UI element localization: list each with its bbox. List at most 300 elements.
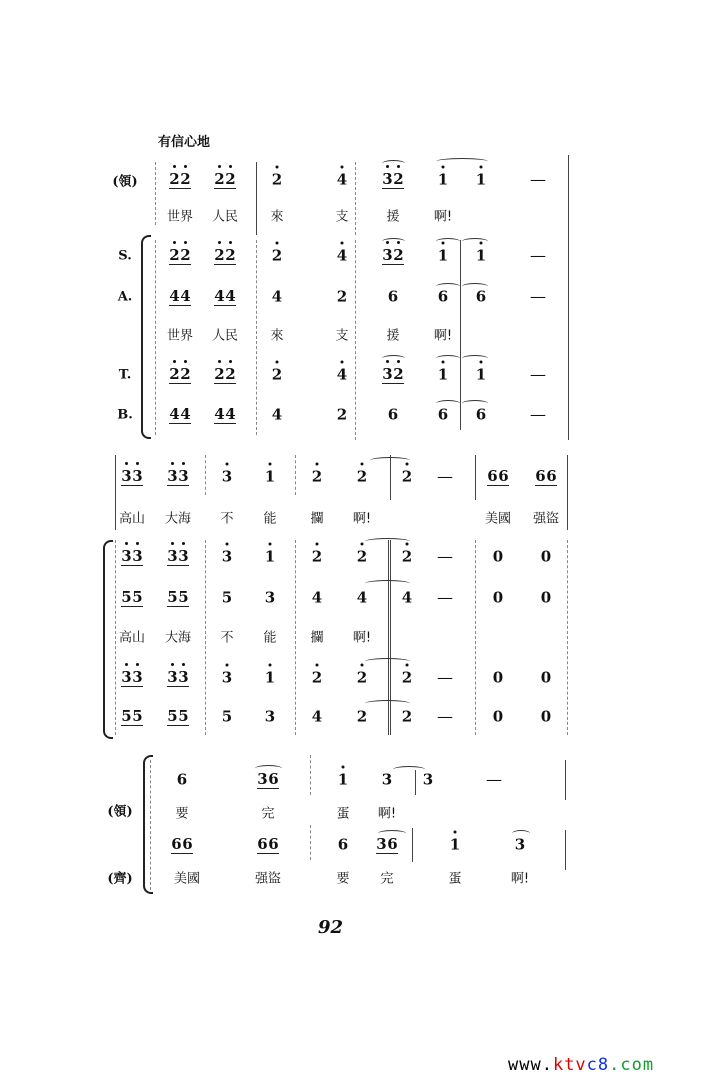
tempo-marking: 有信心地 xyxy=(158,135,211,150)
slur-tie xyxy=(462,355,488,362)
note-group xyxy=(222,709,233,726)
note-group xyxy=(402,670,413,687)
barline xyxy=(460,240,461,430)
note-digit: 3 xyxy=(382,365,393,383)
note-digit: 0 xyxy=(540,588,552,607)
barline xyxy=(475,540,476,735)
lyric: 大海 xyxy=(164,630,192,646)
note-digit: 2 xyxy=(169,365,180,383)
note-group xyxy=(357,590,368,607)
lyric: 能 xyxy=(263,630,277,646)
note-digit: 2 xyxy=(393,246,404,264)
note-group xyxy=(272,248,283,265)
note-group xyxy=(121,669,143,687)
note-group xyxy=(169,288,191,306)
note-group xyxy=(541,670,552,687)
slur-tie xyxy=(365,658,410,665)
note-digit: 6 xyxy=(268,835,279,853)
lyric: 啊! xyxy=(433,328,453,344)
note-digit: 4 xyxy=(311,588,323,607)
note-digit: 3 xyxy=(514,835,526,854)
note-group xyxy=(402,590,413,607)
note-digit: 4 xyxy=(225,287,236,305)
note-digit: 4 xyxy=(356,588,368,607)
note-digit: 1 xyxy=(437,365,449,384)
note-group xyxy=(450,837,461,854)
note-digit: 2 xyxy=(180,246,191,264)
note-digit: 2 xyxy=(225,170,236,188)
dash-text: — xyxy=(437,587,453,607)
note-group xyxy=(312,670,323,687)
note-digit: 3 xyxy=(381,770,393,789)
note-group xyxy=(222,549,233,566)
note-group xyxy=(476,367,487,384)
sustain-dash xyxy=(530,286,546,306)
note-group xyxy=(438,367,449,384)
sustain-dash xyxy=(437,706,453,726)
slur-tie xyxy=(365,538,410,545)
note-group xyxy=(382,366,404,384)
note-digit: 4 xyxy=(180,405,191,423)
dash-text: — xyxy=(530,364,546,384)
lyric: 啊! xyxy=(352,630,372,646)
lyric: 完 xyxy=(261,806,275,822)
note-digit: 3 xyxy=(264,707,276,726)
barline xyxy=(355,162,356,235)
system-brace xyxy=(103,540,113,739)
note-group xyxy=(541,549,552,566)
note-digit: 6 xyxy=(171,835,182,853)
note-group xyxy=(476,407,487,424)
barline xyxy=(415,770,416,795)
note-digit: 5 xyxy=(178,707,189,725)
note-group xyxy=(265,709,276,726)
note-digit: 3 xyxy=(178,668,189,686)
note-digit: 1 xyxy=(475,365,487,384)
note-group xyxy=(337,407,348,424)
note-digit: 2 xyxy=(401,707,413,726)
barline xyxy=(565,760,566,800)
note-digit: 1 xyxy=(475,170,487,189)
note-digit: 1 xyxy=(264,467,276,486)
note-digit: 2 xyxy=(271,170,283,189)
lyric: 强盜 xyxy=(532,511,560,527)
sustain-dash xyxy=(530,245,546,265)
note-group xyxy=(177,772,188,789)
lyric: 完 xyxy=(380,871,394,887)
note-group xyxy=(169,171,191,189)
lyric: 人民 xyxy=(211,209,239,225)
note-digit: 2 xyxy=(271,246,283,265)
note-digit: 5 xyxy=(132,588,143,606)
note-digit: 2 xyxy=(311,668,323,687)
note-digit: 4 xyxy=(336,170,348,189)
note-digit: 5 xyxy=(178,588,189,606)
lyric: 强盜 xyxy=(254,871,282,887)
note-group xyxy=(476,172,487,189)
note-digit: 3 xyxy=(264,588,276,607)
note-digit: 0 xyxy=(540,707,552,726)
barline xyxy=(115,455,116,530)
note-group xyxy=(214,406,236,424)
barline xyxy=(115,540,116,735)
note-group xyxy=(121,589,143,607)
note-group xyxy=(338,837,349,854)
note-digit: 6 xyxy=(437,287,449,306)
note-group xyxy=(515,837,526,854)
note-digit: 0 xyxy=(540,668,552,687)
note-digit: 6 xyxy=(387,835,398,853)
note-digit: 3 xyxy=(221,547,233,566)
note-group xyxy=(169,247,191,265)
dash-text: — xyxy=(530,245,546,265)
note-digit: 5 xyxy=(121,588,132,606)
barline xyxy=(205,540,206,735)
note-group xyxy=(169,366,191,384)
note-group xyxy=(438,172,449,189)
note-digit: 2 xyxy=(311,467,323,486)
lyric: 啊! xyxy=(433,209,453,225)
lyric: 啊! xyxy=(377,806,397,822)
lyric: 援 xyxy=(386,328,400,344)
voice-label: A. xyxy=(117,289,133,305)
barline xyxy=(355,240,356,440)
note-group xyxy=(357,469,368,486)
note-digit: 4 xyxy=(169,287,180,305)
note-group xyxy=(214,288,236,306)
note-digit: 5 xyxy=(167,588,178,606)
note-digit: 2 xyxy=(225,365,236,383)
lyric: 支 xyxy=(335,209,349,225)
lyric: 援 xyxy=(386,209,400,225)
note-digit: 3 xyxy=(121,668,132,686)
note-group xyxy=(388,407,399,424)
note-digit: 1 xyxy=(437,246,449,265)
slur-tie xyxy=(370,457,410,464)
note-digit: 3 xyxy=(257,770,268,788)
lyric: 攔 xyxy=(310,511,324,527)
note-group xyxy=(337,248,348,265)
note-digit: 6 xyxy=(546,467,557,485)
sustain-dash xyxy=(437,667,453,687)
note-digit: 3 xyxy=(178,467,189,485)
barline xyxy=(295,455,296,495)
voice-label: S. xyxy=(118,248,132,264)
note-digit: 3 xyxy=(121,467,132,485)
lyric: 能 xyxy=(263,511,277,527)
note-group xyxy=(357,549,368,566)
note-digit: 5 xyxy=(121,707,132,725)
lyric: 不 xyxy=(220,511,234,527)
lyric: 來 xyxy=(270,328,284,344)
note-digit: 0 xyxy=(492,588,504,607)
note-digit: 6 xyxy=(176,770,188,789)
note-digit: 6 xyxy=(257,835,268,853)
system-brace xyxy=(141,235,151,439)
note-group xyxy=(423,772,434,789)
note-digit: 2 xyxy=(356,547,368,566)
note-digit: 0 xyxy=(492,668,504,687)
note-group xyxy=(493,670,504,687)
note-digit: 2 xyxy=(393,365,404,383)
note-group xyxy=(272,407,283,424)
note-digit: 2 xyxy=(225,246,236,264)
note-digit: 6 xyxy=(387,405,399,424)
note-digit: 3 xyxy=(221,467,233,486)
note-digit: 5 xyxy=(221,588,233,607)
lyric: 大海 xyxy=(164,511,192,527)
note-digit: 6 xyxy=(182,835,193,853)
note-digit: 6 xyxy=(437,405,449,424)
note-digit: 6 xyxy=(475,405,487,424)
watermark-suffix: .com xyxy=(609,1055,655,1075)
note-group xyxy=(357,670,368,687)
barline xyxy=(310,755,311,795)
note-group xyxy=(265,549,276,566)
note-digit: 3 xyxy=(132,467,143,485)
note-digit: 5 xyxy=(221,707,233,726)
barline xyxy=(567,455,568,530)
note-group xyxy=(312,709,323,726)
note-digit: 2 xyxy=(214,170,225,188)
note-digit: 4 xyxy=(311,707,323,726)
note-group xyxy=(265,590,276,607)
note-digit: 1 xyxy=(264,668,276,687)
slur-tie xyxy=(365,700,410,707)
note-digit: 4 xyxy=(336,246,348,265)
sustain-dash xyxy=(530,169,546,189)
note-group xyxy=(493,549,504,566)
note-digit: 6 xyxy=(387,287,399,306)
note-group xyxy=(535,468,557,486)
note-group xyxy=(312,469,323,486)
dash-text: — xyxy=(437,667,453,687)
lyric: 美國 xyxy=(484,511,512,527)
lyric: 世界 xyxy=(166,209,194,225)
note-digit: 4 xyxy=(401,588,413,607)
note-group xyxy=(171,836,193,854)
note-group xyxy=(167,468,189,486)
note-group xyxy=(337,172,348,189)
note-digit: 6 xyxy=(475,287,487,306)
note-digit: 2 xyxy=(169,170,180,188)
note-digit: 3 xyxy=(221,668,233,687)
note-group xyxy=(541,590,552,607)
note-digit: 1 xyxy=(437,170,449,189)
note-group xyxy=(337,367,348,384)
note-digit: 6 xyxy=(498,467,509,485)
note-digit: 3 xyxy=(167,668,178,686)
note-digit: 2 xyxy=(356,467,368,486)
voice-label: (領) xyxy=(107,804,133,820)
note-group xyxy=(493,709,504,726)
note-group xyxy=(121,548,143,566)
sustain-dash xyxy=(437,466,453,486)
note-group xyxy=(272,289,283,306)
sustain-dash xyxy=(437,587,453,607)
lyric: 世界 xyxy=(166,328,194,344)
note-group xyxy=(222,590,233,607)
note-digit: 2 xyxy=(356,707,368,726)
barline xyxy=(565,830,566,870)
note-digit: 3 xyxy=(376,835,387,853)
barline xyxy=(310,825,311,860)
note-digit: 2 xyxy=(214,246,225,264)
note-group xyxy=(337,289,348,306)
barline xyxy=(256,162,257,235)
barline xyxy=(412,828,413,862)
dash-text: — xyxy=(530,404,546,424)
watermark-prefix: www. xyxy=(508,1055,553,1075)
lyric: 人民 xyxy=(211,328,239,344)
note-digit: 2 xyxy=(336,405,348,424)
note-group xyxy=(257,836,279,854)
dash-text: — xyxy=(486,769,502,789)
system-brace xyxy=(143,755,153,894)
note-digit: 0 xyxy=(540,547,552,566)
voice-label: (齊) xyxy=(107,871,133,887)
voice-label: (領) xyxy=(112,174,138,190)
note-group xyxy=(382,247,404,265)
page-number: 92 xyxy=(318,917,344,938)
note-digit: 2 xyxy=(401,668,413,687)
lyric: 美國 xyxy=(173,871,201,887)
slur-tie xyxy=(436,355,460,362)
lyric: 啊! xyxy=(352,511,372,527)
slur-tie xyxy=(436,238,460,245)
slur-tie xyxy=(393,766,425,773)
note-digit: 3 xyxy=(178,547,189,565)
note-digit: 0 xyxy=(492,707,504,726)
watermark-brand2: c8 xyxy=(586,1055,610,1075)
note-group xyxy=(222,469,233,486)
note-group xyxy=(121,468,143,486)
note-digit: 2 xyxy=(271,365,283,384)
barline xyxy=(568,155,569,440)
note-group xyxy=(214,247,236,265)
note-group xyxy=(487,468,509,486)
note-group xyxy=(388,289,399,306)
note-digit: 3 xyxy=(167,467,178,485)
note-group xyxy=(402,469,413,486)
sustain-dash xyxy=(530,404,546,424)
barline xyxy=(205,455,206,495)
note-digit: 6 xyxy=(268,770,279,788)
note-digit: 6 xyxy=(535,467,546,485)
note-group xyxy=(376,836,398,854)
lyric: 來 xyxy=(270,209,284,225)
note-group xyxy=(214,366,236,384)
lyric: 蛋 xyxy=(336,806,350,822)
note-digit: 1 xyxy=(475,246,487,265)
slur-tie xyxy=(436,158,488,165)
note-digit: 0 xyxy=(492,547,504,566)
note-digit: 2 xyxy=(393,170,404,188)
sustain-dash xyxy=(486,769,502,789)
barline xyxy=(295,540,296,735)
note-digit: 2 xyxy=(401,547,413,566)
note-group xyxy=(167,589,189,607)
lyric: 攔 xyxy=(310,630,324,646)
lyric: 啊! xyxy=(510,871,530,887)
note-digit: 4 xyxy=(225,405,236,423)
note-digit: 5 xyxy=(132,707,143,725)
lyric: 不 xyxy=(220,630,234,646)
note-group xyxy=(257,771,279,789)
note-group xyxy=(476,248,487,265)
note-group xyxy=(402,709,413,726)
note-group xyxy=(312,549,323,566)
note-group xyxy=(214,171,236,189)
note-digit: 2 xyxy=(311,547,323,566)
note-group xyxy=(312,590,323,607)
sustain-dash xyxy=(437,546,453,566)
note-digit: 4 xyxy=(180,287,191,305)
slur-tie xyxy=(365,580,410,587)
note-digit: 2 xyxy=(401,467,413,486)
lyric: 高山 xyxy=(118,630,146,646)
note-group xyxy=(402,549,413,566)
note-group xyxy=(493,590,504,607)
sustain-dash xyxy=(530,364,546,384)
barline xyxy=(475,455,476,500)
note-group xyxy=(338,772,349,789)
note-digit: 4 xyxy=(271,405,283,424)
note-digit: 5 xyxy=(167,707,178,725)
note-digit: 1 xyxy=(337,770,349,789)
note-group xyxy=(382,171,404,189)
note-group xyxy=(438,407,449,424)
note-digit: 6 xyxy=(487,467,498,485)
note-group xyxy=(167,669,189,687)
note-group xyxy=(222,670,233,687)
note-digit: 3 xyxy=(132,547,143,565)
dash-text: — xyxy=(437,466,453,486)
note-group xyxy=(167,548,189,566)
dash-text: — xyxy=(530,169,546,189)
note-digit: 3 xyxy=(382,246,393,264)
lyric: 要 xyxy=(175,806,189,822)
note-group xyxy=(357,709,368,726)
note-digit: 3 xyxy=(382,170,393,188)
note-digit: 1 xyxy=(264,547,276,566)
lyric: 支 xyxy=(335,328,349,344)
note-group xyxy=(438,248,449,265)
note-digit: 3 xyxy=(132,668,143,686)
watermark-brand1: ktv xyxy=(552,1055,587,1075)
note-digit: 2 xyxy=(336,287,348,306)
note-group xyxy=(272,172,283,189)
note-group xyxy=(265,670,276,687)
note-group xyxy=(541,709,552,726)
note-digit: 2 xyxy=(356,668,368,687)
note-group xyxy=(382,772,393,789)
lyric: 高山 xyxy=(118,511,146,527)
barline xyxy=(150,760,151,890)
note-digit: 4 xyxy=(214,405,225,423)
note-group xyxy=(167,708,189,726)
note-group xyxy=(476,289,487,306)
note-digit: 3 xyxy=(422,770,434,789)
note-digit: 1 xyxy=(449,835,461,854)
dash-text: — xyxy=(530,286,546,306)
barline xyxy=(155,240,156,435)
note-digit: 4 xyxy=(214,287,225,305)
note-digit: 2 xyxy=(180,170,191,188)
watermark xyxy=(508,1055,654,1075)
note-digit: 4 xyxy=(271,287,283,306)
lyric: 要 xyxy=(336,871,350,887)
